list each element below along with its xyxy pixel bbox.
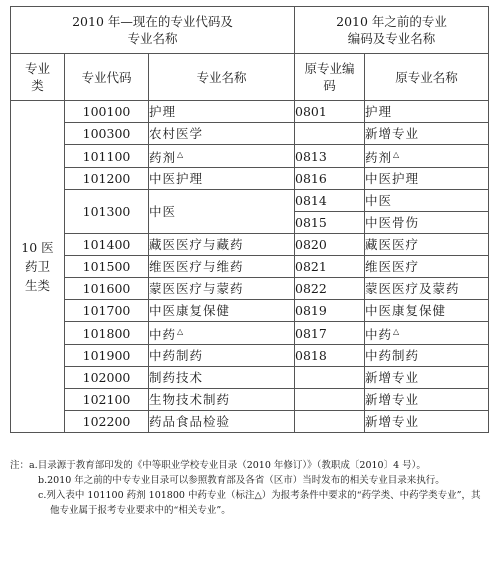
old-code-cell: 0817: [295, 322, 365, 345]
table-row: [11, 389, 489, 411]
name-cell: [149, 145, 295, 168]
old-name-cell: 藏医医疗: [365, 234, 489, 256]
table-row: [11, 145, 489, 168]
note-c-text: 列入表中 101100 药剂 101800 中药专业（标注△）为报考条件中要求的“药学类、中药学类专业”，其他专业属于报考专业要求中的“相关专业”。: [46, 490, 481, 516]
code-cell: 101900: [65, 345, 149, 367]
table-row: [11, 278, 489, 300]
table-row: [11, 190, 489, 212]
old-name-cell: 新增专业: [365, 367, 489, 389]
table-row: [11, 345, 489, 367]
old-name-cell: 新增专业: [365, 411, 489, 433]
code-cell: 101600: [65, 278, 149, 300]
code-cell: 100100: [65, 101, 149, 123]
old-name-cell: 护理: [365, 101, 489, 123]
notes-prefix: 注：: [10, 460, 30, 471]
name-cell: 制药技术: [149, 367, 295, 389]
name-cell: 中医护理: [149, 168, 295, 190]
note-a-text: 目录源于教育部印发的《中等职业学校专业目录（2010 年修订）》（教职成〔2010〕4 号）。: [37, 460, 426, 471]
triangle-mark: △: [177, 150, 185, 159]
old-name-cell: 蒙医医疗及蒙药: [365, 278, 489, 300]
code-cell: 101100: [65, 145, 149, 168]
table-row: [11, 411, 489, 433]
note-b-letter: b.: [38, 475, 48, 486]
code-cell: 101400: [65, 234, 149, 256]
name-cell: 护理: [149, 101, 295, 123]
name-cell: 农村医学: [149, 123, 295, 145]
note-c-letter: c.: [38, 490, 47, 501]
note-c: [10, 488, 488, 518]
old-name-cell: 中医: [365, 190, 489, 212]
category-column-header: 专业类: [11, 54, 65, 101]
major-table-container: [10, 6, 488, 433]
name-cell: 中药制药: [149, 345, 295, 367]
old-code-cell: 0821: [295, 256, 365, 278]
name-cell: 生物技术制药: [149, 389, 295, 411]
name-cell: 维医医疗与维药: [149, 256, 295, 278]
code-cell: 100300: [65, 123, 149, 145]
code-cell: 101500: [65, 256, 149, 278]
table-row: [11, 168, 489, 190]
table-notes: [10, 458, 488, 518]
name-column-header: 专业名称: [149, 54, 295, 101]
old-name-cell: 中医护理: [365, 168, 489, 190]
old-code-cell: 0801: [295, 101, 365, 123]
old-name-cell: [365, 322, 489, 345]
name-text: 药剂: [149, 150, 177, 165]
old-name-cell: 中药制药: [365, 345, 489, 367]
old-code-cell: 0820: [295, 234, 365, 256]
triangle-mark: △: [393, 150, 401, 159]
name-cell: 药品食品检验: [149, 411, 295, 433]
table-row: [11, 300, 489, 322]
old-name-cell: 新增专业: [365, 123, 489, 145]
old-code-cell: [295, 389, 365, 411]
name-text: 中药: [149, 327, 177, 342]
note-b-text: 2010 年之前的中专专业目录可以参照教育部及各省（区市）当时发布的相关专业目录来执行。: [47, 475, 445, 486]
name-cell: [149, 322, 295, 345]
code-cell: 101300: [65, 190, 149, 234]
table-row: [11, 322, 489, 345]
old-code-cell: 0819: [295, 300, 365, 322]
old-code-cell: 0814: [295, 190, 365, 212]
name-cell: 中医: [149, 190, 295, 234]
old-code-column-header: 原专业编码: [295, 54, 365, 101]
code-cell: 101800: [65, 322, 149, 345]
table-row: [11, 256, 489, 278]
table-row: [11, 234, 489, 256]
triangle-mark: △: [177, 327, 185, 336]
name-cell: 藏医医疗与藏药: [149, 234, 295, 256]
table-row: [11, 367, 489, 389]
name-cell: 中医康复保健: [149, 300, 295, 322]
name-cell: 蒙医医疗与蒙药: [149, 278, 295, 300]
note-a-letter: a.: [29, 460, 38, 471]
code-cell: 101200: [65, 168, 149, 190]
current-codes-group-header: 2010 年—现在的专业代码及专业名称: [11, 7, 295, 54]
old-name-text: 药剂: [365, 150, 393, 165]
note-a: [10, 458, 488, 473]
code-cell: 102200: [65, 411, 149, 433]
old-name-cell: 中医骨伤: [365, 212, 489, 234]
previous-codes-group-header: 2010 年之前的专业编码及专业名称: [295, 7, 489, 54]
old-name-cell: [365, 145, 489, 168]
old-code-cell: 0815: [295, 212, 365, 234]
old-code-cell: 0816: [295, 168, 365, 190]
old-code-cell: [295, 123, 365, 145]
old-code-cell: [295, 367, 365, 389]
code-cell: 102100: [65, 389, 149, 411]
old-code-cell: [295, 411, 365, 433]
category-cell: 10 医药卫生类: [11, 101, 65, 433]
code-column-header: 专业代码: [65, 54, 149, 101]
old-code-cell: 0818: [295, 345, 365, 367]
old-code-cell: 0813: [295, 145, 365, 168]
old-name-text: 中药: [365, 327, 393, 342]
note-b: [10, 473, 488, 488]
old-code-cell: 0822: [295, 278, 365, 300]
major-code-table: [10, 6, 489, 433]
old-name-cell: 新增专业: [365, 389, 489, 411]
table-row: [11, 123, 489, 145]
table-row: [11, 101, 489, 123]
code-cell: 101700: [65, 300, 149, 322]
old-name-column-header: 原专业名称: [365, 54, 489, 101]
code-cell: 102000: [65, 367, 149, 389]
triangle-mark: △: [393, 327, 401, 336]
old-name-cell: 中医康复保健: [365, 300, 489, 322]
old-name-cell: 维医医疗: [365, 256, 489, 278]
